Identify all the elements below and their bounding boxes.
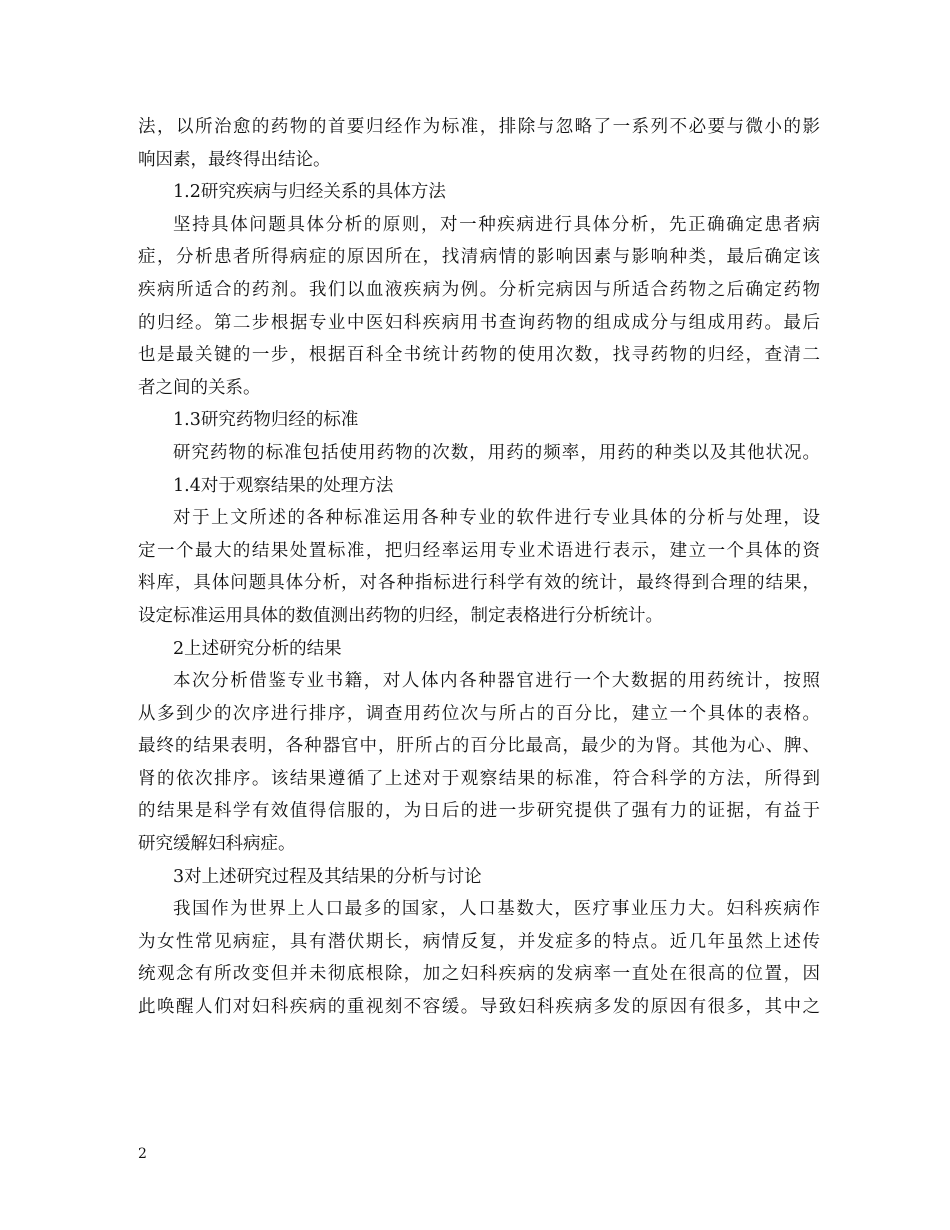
page-number: 2 — [138, 1146, 147, 1162]
text-line: 研究药物的标准包括使用药物的次数，用药的频率，用药的种类以及其他状况。 — [173, 442, 820, 463]
text-line: 的结果是科学有效值得信服的，为日后的进一步研究提供了强有力的证据，有益于 — [138, 801, 820, 822]
text-line: 设定标准运用具体的数值测出药物的归经，制定表格进行分析统计。 — [138, 605, 663, 626]
text-line: 响因素，最终得出结论。 — [138, 149, 331, 170]
text-line: 此唤醒人们对妇科疾病的重视刻不容缓。导致妇科疾病多发的原因有很多，其中之 — [138, 997, 820, 1018]
text-line: 法，以所治愈的药物的首要归经作为标准，排除与忽略了一系列不必要与微小的影 — [138, 117, 820, 137]
body-text — [138, 111, 820, 1024]
text-line: 研究缓解妇科病症。 — [138, 834, 296, 855]
text-line: 最终的结果表明，各种器官中，肝所占的百分比最高，最少的为肾。其他为心、脾、 — [138, 736, 820, 757]
text-line: 1.3研究药物归经的标准 — [173, 410, 359, 431]
text-line: 也是最关键的一步，根据百科全书统计药物的使用次数，找寻药物的归经，查清二 — [138, 345, 820, 366]
text-line: 1.4对于观察结果的处理方法 — [173, 475, 394, 496]
text-line: 3对上述研究过程及其结果的分析与讨论 — [173, 866, 482, 887]
text-line: 者之间的关系。 — [138, 377, 261, 398]
text-line: 症，分析患者所得病症的原因所在，找清病情的影响因素与影响种类，最后确定该 — [138, 247, 820, 268]
text-line: 为女性常见病症，具有潜伏期长，病情反复，并发症多的特点。近几年虽然上述传 — [138, 931, 820, 952]
text-line: 我国作为世界上人口最多的国家，人口基数大，医疗事业压力大。妇科疾病作 — [173, 899, 820, 920]
text-line: 本次分析借鉴专业书籍，对人体内各种器官进行一个大数据的用药统计，按照 — [173, 671, 820, 692]
text-line: 1.2研究疾病与归经关系的具体方法 — [173, 182, 446, 203]
text-line: 从多到少的次序进行排序，调查用药位次与所占的百分比，建立一个具体的表格。 — [138, 703, 820, 724]
text-line: 坚持具体问题具体分析的原则，对一种疾病进行具体分析，先正确确定患者病 — [173, 214, 820, 235]
text-line: 对于上文所述的各种标准运用各种专业的软件进行专业具体的分析与处理，设 — [173, 508, 820, 529]
text-line: 疾病所适合的药剂。我们以血液疾病为例。分析完病因与所适合药物之后确定药物 — [138, 279, 820, 300]
text-line: 的归经。第二步根据专业中医妇科疾病用书查询药物的组成成分与组成用药。最后 — [138, 312, 820, 333]
text-line: 定一个最大的结果处置标准，把归经率运用专业术语进行表示，建立一个具体的资 — [138, 540, 820, 561]
text-line: 料库，具体问题具体分析，对各种指标进行科学有效的统计，最终得到合理的结果， — [138, 573, 820, 594]
text-line: 2上述研究分析的结果 — [173, 638, 342, 659]
text-line: 肾的依次排序。该结果遵循了上述对于观察结果的标准，符合科学的方法，所得到 — [138, 768, 820, 789]
text-line: 统观念有所改变但并未彻底根除，加之妇科疾病的发病率一直处在很高的位置，因 — [138, 964, 820, 985]
